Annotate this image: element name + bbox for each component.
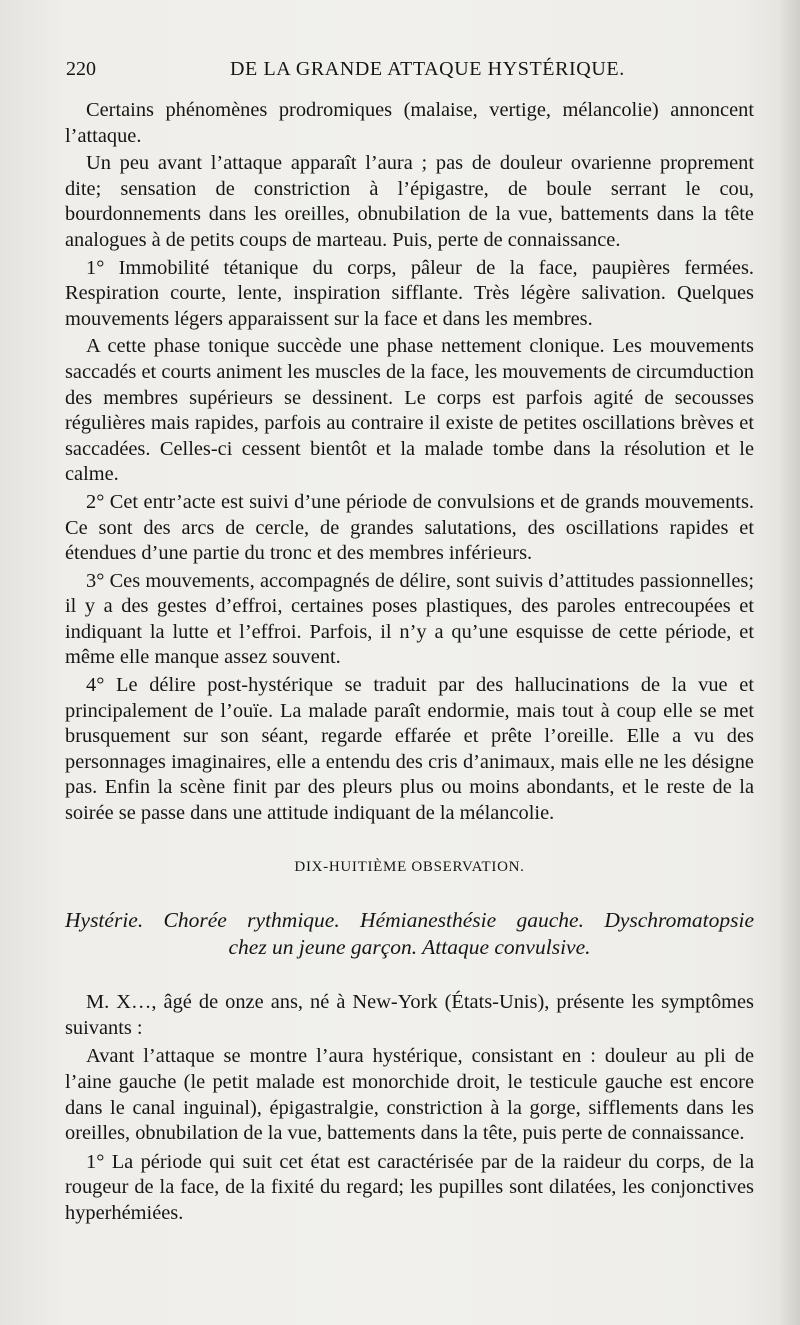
case-heading-line-2: chez un jeune garçon. Attaque convulsive. — [228, 935, 591, 960]
paragraph-prodromes: Certains phénomènes prodromiques (malaise, vertige, mélancolie) annoncent l’attaque. — [65, 99, 754, 147]
paragraph-phase-3: 3° Ces mouvements, accompagnés de délire, sont suivis d’attitudes passionnelles; il y a des gestes d’effroi, certaines poses plastiques, des paroles entrecoupées et indiquant la lutte et l’effroi. Parfois, il n’y a qu’une esquisse de cette période, et même elle manque assez souvent. — [65, 569, 754, 669]
page-number: 220 — [66, 58, 96, 80]
observation-body — [65, 990, 754, 1226]
paragraph-period-1: 1° La période qui suit cet état est caractérisée par de la raideur du corps, de la rougeur de la face, de la fixité du regard; les pupilles sont dilatées, les conjonctives hyperhémiées. — [65, 1150, 754, 1224]
observation-title: DIX-HUITIÈME OBSERVATION. — [294, 858, 525, 875]
case-heading — [65, 907, 754, 961]
page-edge-shadow — [778, 0, 800, 1325]
paragraph-phase-1: 1° Immobilité tétanique du corps, pâleur de la face, paupières fermées. Respiration courte, lente, inspiration sifflante. Très légère salivation. Quelques mouvements légers apparaissent sur la face et dans les membres. — [65, 256, 754, 330]
paragraph-patient: M. X…, âgé de onze ans, né à New-York (États-Unis), présente les symptômes suivants : — [65, 991, 754, 1039]
running-title: DE LA GRANDE ATTAQUE HYSTÉRIQUE. — [230, 58, 625, 80]
page-header — [66, 58, 752, 86]
paragraph-phase-2: 2° Cet entr’acte est suivi d’une période de convulsions et de grands mouvements. Ce sont des arcs de cercle, de grandes salutations, des oscillations rapides et étendues d’une partie du tronc et des membres inférieurs. — [65, 490, 754, 565]
paragraph-phase-4: 4° Le délire post-hystérique se traduit par des hallucinations de la vue et principalement de l’ouïe. La malade paraît endormie, mais tout à coup elle se met brusquement sur son séant, regarde effarée et prête l’oreille. Elle a vu des personnages imaginaires, elle a entendu des cris d’animaux, mais elle ne les désigne pas. Enfin la scène finit par des pleurs plus ou moins abondants, et le reste de la soirée se passe dans une attitude indiquant de la mélancolie. — [65, 674, 754, 825]
case-heading-line-1: Hystérie. Chorée rythmique. Hémianesthésie gauche. Dyschromatopsie — [65, 908, 754, 933]
paragraph-aura-hysterique: Avant l’attaque se montre l’aura hystérique, consistant en : douleur au pli de l’aine gauche (le petit malade est monorchide droit, le testicule gauche est encore dans le canal inguinal), épigastralgie, constriction à la gorge, sifflements dans les oreilles, obnubilation de la vue, battements dans la tête, puis perte de connaissance. — [65, 1045, 754, 1145]
page-body — [65, 98, 754, 1230]
paragraph-aura: Un peu avant l’attaque apparaît l’aura ; pas de douleur ovarienne proprement dite; sensation de constriction à l’épigastre, de boule serrant le cou, bourdonnements dans les oreilles, obnubilation de la vue, battements dans la tête analogues à de petits coups de marteau. Puis, perte de connaissance. — [65, 152, 754, 251]
paragraph-clonic-phase: A cette phase tonique succède une phase nettement clonique. Les mouvements saccadés et courts animent les muscles de la face, les mouvements de circumduction des membres supérieurs se dessinent. Le corps est parfois agité de secousses régulières mais rapides, parfois au contraire il existe de petites oscillations brèves et saccadées. Celles-ci cessent bientôt et la malade tombe dans la résolution et le calme. — [65, 335, 754, 486]
